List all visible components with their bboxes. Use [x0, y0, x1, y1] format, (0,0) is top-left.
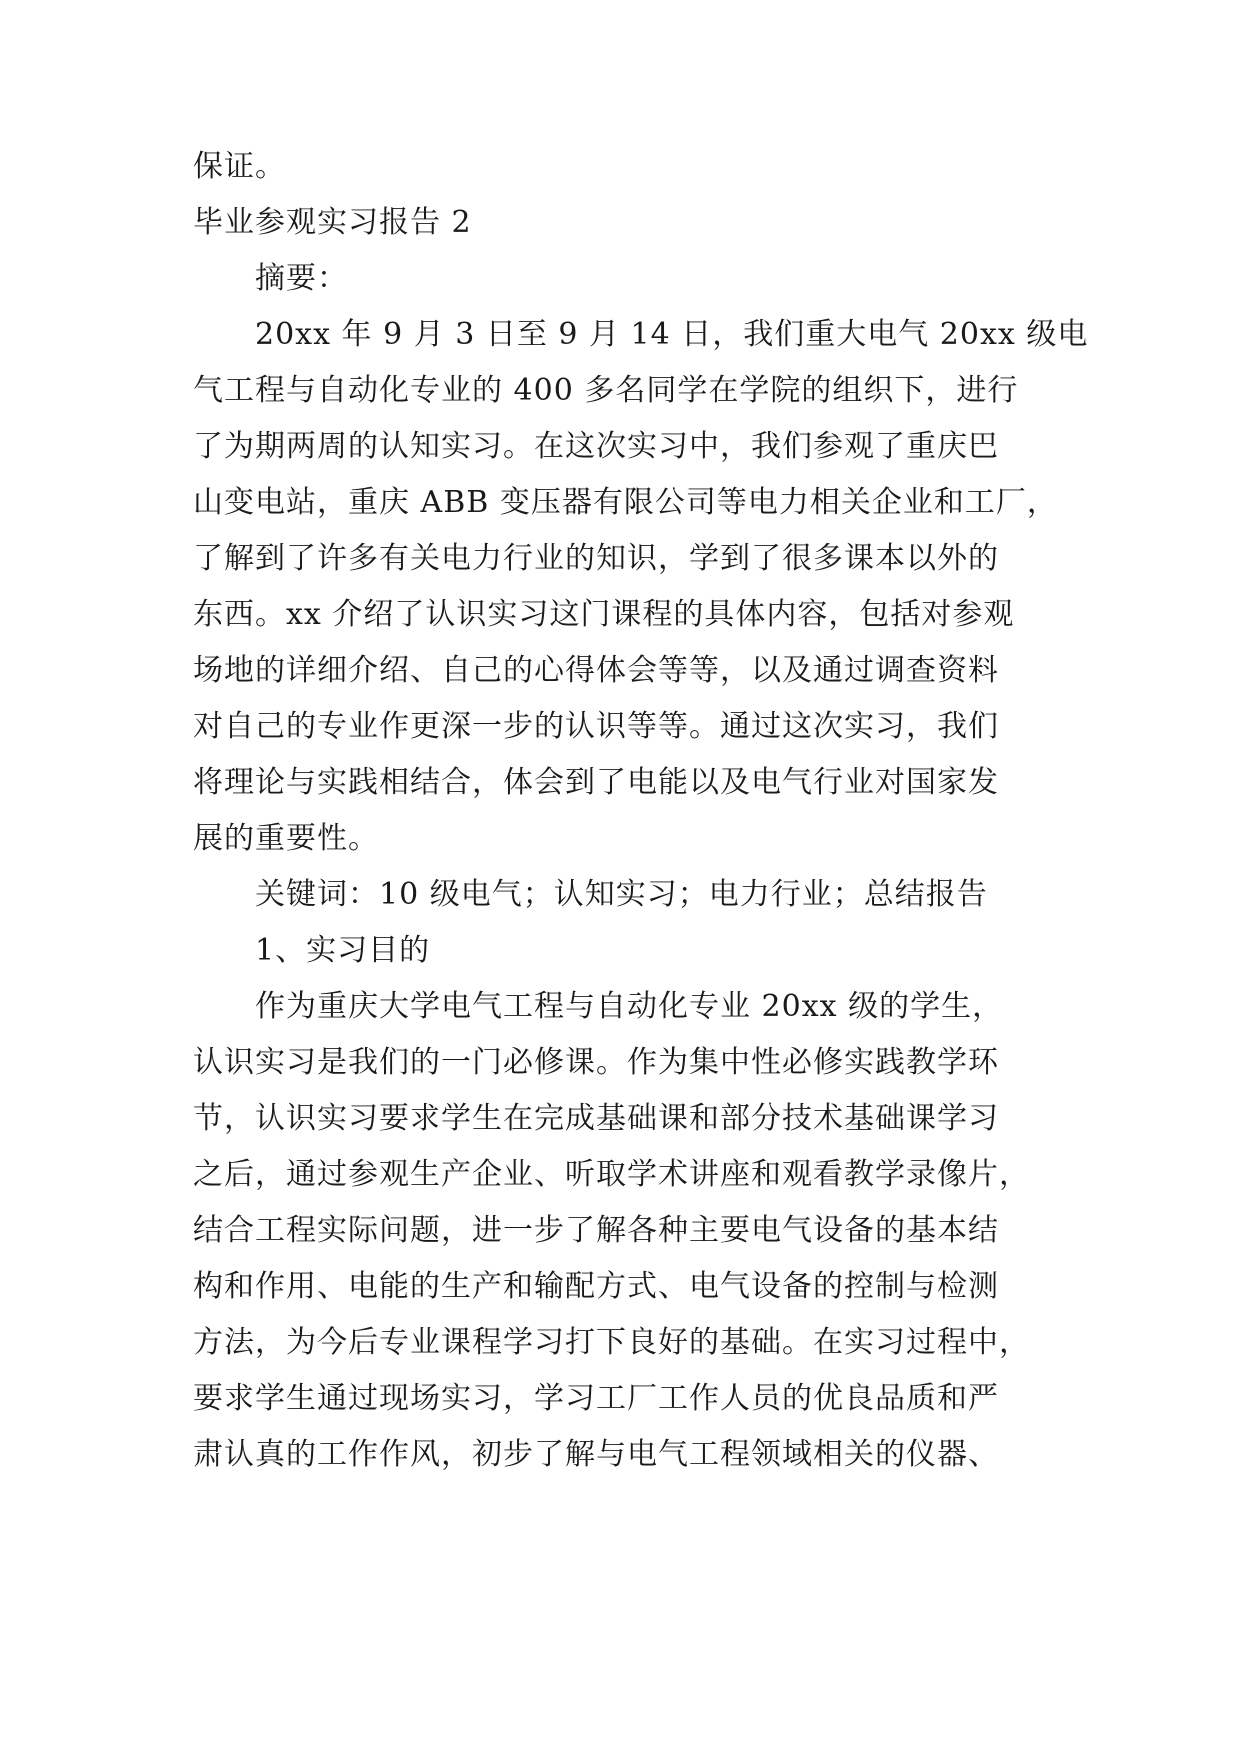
paragraph-line: 对自己的专业作更深一步的认识等等。通过这次实习，我们 — [193, 709, 999, 744]
paragraph-line: 之后，通过参观生产企业、听取学术讲座和观看教学录像片， — [193, 1157, 1030, 1192]
paragraph-line: 要求学生通过现场实习，学习工厂工作人员的优良品质和严 — [193, 1381, 999, 1416]
abstract-heading: 摘要： — [255, 261, 348, 296]
paragraph-line: 了解到了许多有关电力行业的知识，学到了很多课本以外的 — [193, 541, 999, 576]
paragraph-line: 肃认真的工作作风，初步了解与电气工程领域相关的仪器、 — [193, 1437, 999, 1472]
paragraph-line: 构和作用、电能的生产和输配方式、电气设备的控制与检测 — [193, 1269, 999, 1304]
paragraph-line: 20xx 年 9 月 3 日至 9 月 14 日，我们重大电气 20xx 级电 — [255, 317, 1089, 352]
paragraph-line: 了为期两周的认知实习。在这次实习中，我们参观了重庆巴 — [193, 429, 999, 464]
keywords-line: 关键词：10 级电气；认知实习；电力行业；总结报告 — [255, 877, 988, 912]
paragraph-line: 山变电站，重庆 ABB 变压器有限公司等电力相关企业和工厂， — [193, 485, 1058, 520]
section-title: 毕业参观实习报告 2 — [193, 205, 472, 240]
paragraph-line: 认识实习是我们的一门必修课。作为集中性必修实践教学环 — [193, 1045, 999, 1080]
paragraph-line: 结合工程实际问题，进一步了解各种主要电气设备的基本结 — [193, 1213, 999, 1248]
paragraph-line: 将理论与实践相结合，体会到了电能以及电气行业对国家发 — [193, 765, 999, 800]
paragraph-line: 东西。xx 介绍了认识实习这门课程的具体内容，包括对参观 — [193, 597, 1015, 632]
subsection-heading: 1、实习目的 — [255, 933, 431, 968]
paragraph-line: 气工程与自动化专业的 400 多名同学在学院的组织下，进行 — [193, 373, 1019, 408]
paragraph-line: 场地的详细介绍、自己的心得体会等等，以及通过调查资料 — [193, 653, 999, 688]
paragraph-line: 保证。 — [193, 149, 286, 184]
paragraph-line: 节，认识实习要求学生在完成基础课和部分技术基础课学习 — [193, 1101, 999, 1136]
paragraph-line: 作为重庆大学电气工程与自动化专业 20xx 级的学生， — [255, 989, 1004, 1024]
paragraph-line: 展的重要性。 — [193, 821, 379, 856]
paragraph-line: 方法，为今后专业课程学习打下良好的基础。在实习过程中， — [193, 1325, 1030, 1360]
